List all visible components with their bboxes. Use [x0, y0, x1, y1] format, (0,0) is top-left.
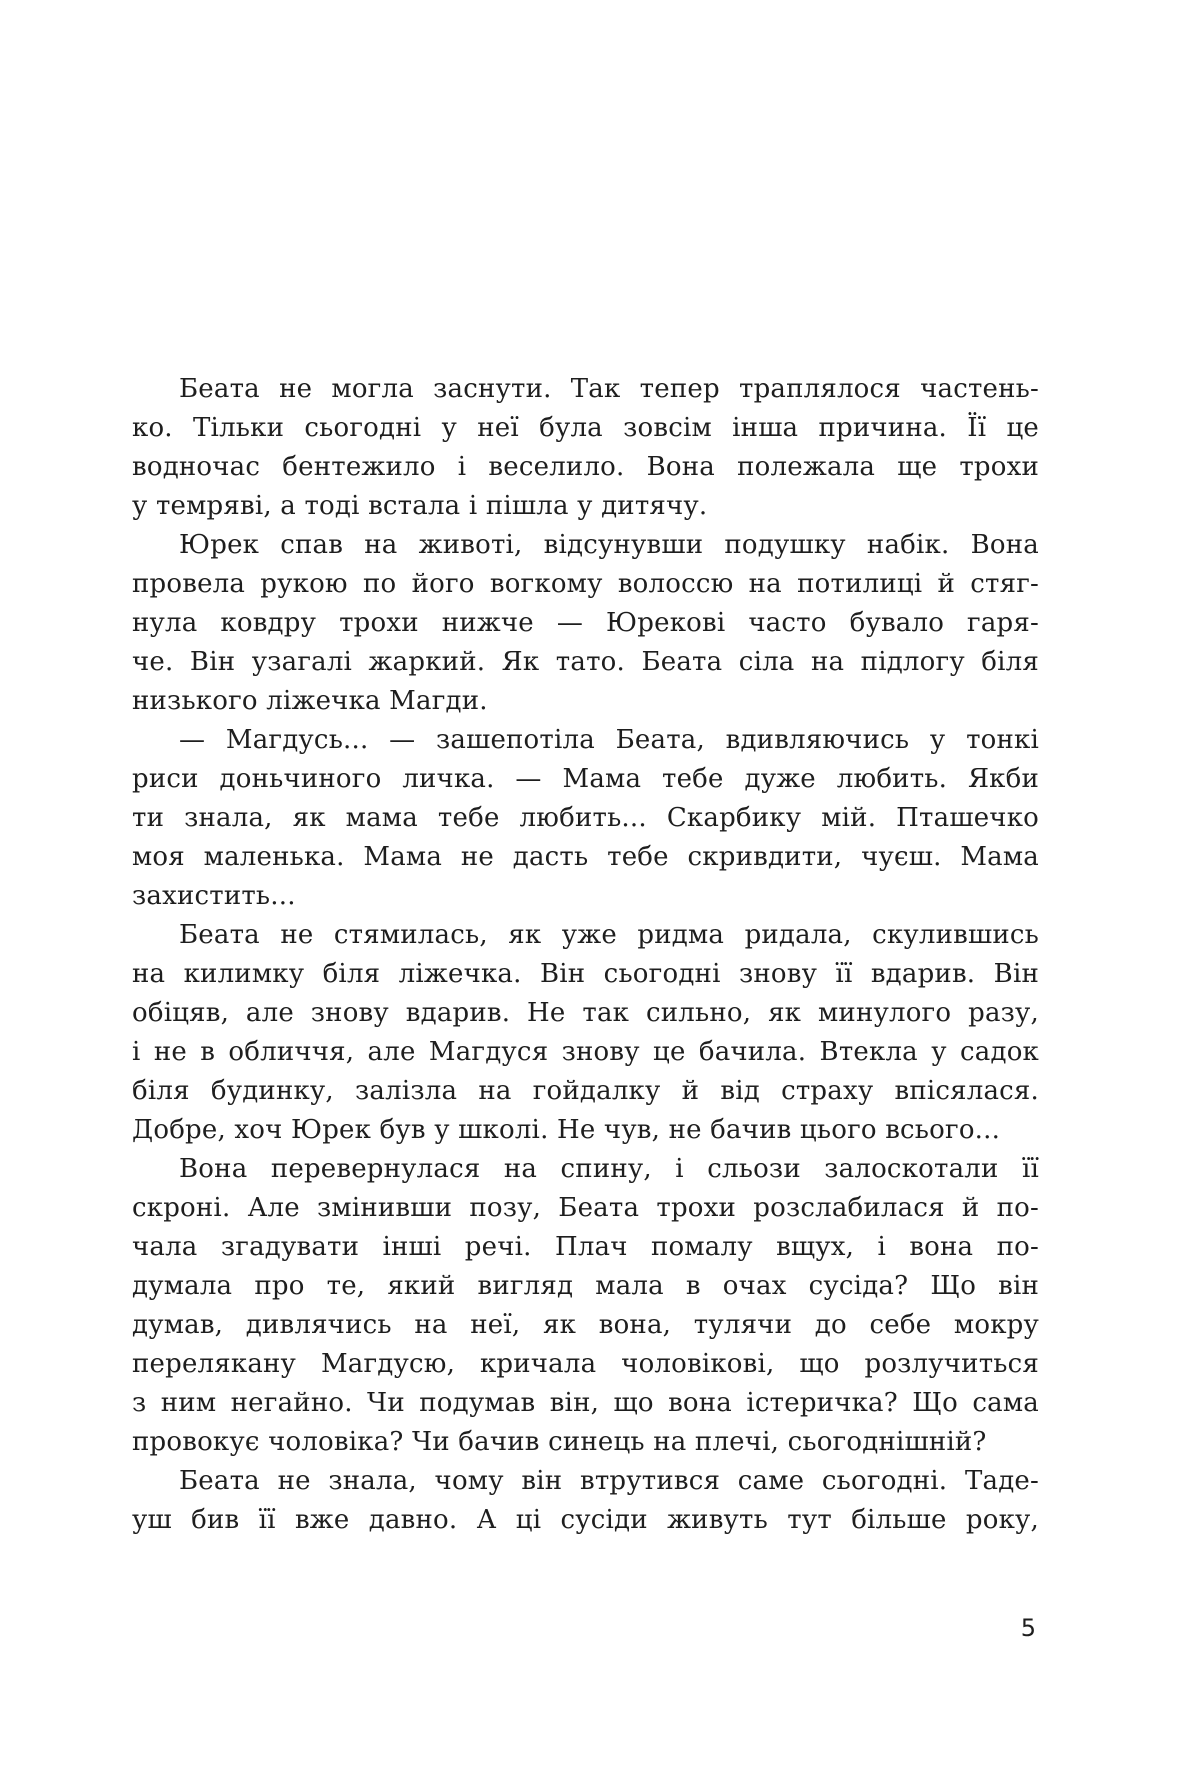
text-line: Беата не стямилась, як уже ридма ридала, скулившись [179, 920, 1039, 950]
text-line: — Магдусь... — зашепотіла Беата, вдивляючись у тонкі [179, 725, 1039, 755]
text-line: ко. Тільки сьогодні у неї була зовсім інша причина. Її це [132, 413, 1039, 443]
text-line: провокує чоловіка? Чи бачив синець на плечі, сьогоднішній? [132, 1427, 987, 1457]
text-line: перелякану Магдусю, кричала чоловікові, що розлучиться [132, 1349, 1039, 1379]
text-line: чала згадувати інші речі. Плач помалу вщух, і вона по- [132, 1232, 1039, 1262]
text-line: Вона перевернулася на спину, і сльози залоскотали її [179, 1154, 1039, 1184]
text-line: у темряві, а тоді встала і пішла у дитячу. [132, 491, 708, 521]
page-number: 5 [1020, 1614, 1036, 1642]
text-line: думала про те, який вигляд мала в очах сусіда? Що він [132, 1271, 1039, 1301]
text-line: Беата не знала, чому він втрутився саме сьогодні. Таде- [179, 1466, 1039, 1496]
text-line: Беата не могла заснути. Так тепер траплялося частень- [179, 374, 1039, 404]
text-line: ти знала, як мама тебе любить... Скарбику мій. Пташечко [132, 803, 1039, 833]
text-line: біля будинку, залізла на гойдалку й від страху впісялася. [132, 1076, 1039, 1106]
text-line: че. Він узагалі жаркий. Як тато. Беата сіла на підлогу біля [132, 647, 1039, 677]
text-line: провела рукою по його вогкому волоссю на потилиці й стяг- [132, 569, 1039, 599]
text-line: Юрек спав на животі, відсунувши подушку набік. Вона [179, 530, 1039, 560]
text-line: на килимку біля ліжечка. Він сьогодні знову її вдарив. Він [132, 959, 1039, 989]
text-line: моя маленька. Мама не дасть тебе скривдити, чуєш. Мама [132, 842, 1039, 872]
text-line: обіцяв, але знову вдарив. Не так сильно, як минулого разу, [132, 998, 1039, 1028]
text-line: Добре, хоч Юрек був у школі. Не чув, не бачив цього всього... [132, 1115, 1001, 1145]
text-line: нула ковдру трохи нижче — Юрекові часто бувало гаря- [132, 608, 1039, 638]
text-line: захистить... [132, 881, 296, 911]
text-line: низького ліжечка Магди. [132, 686, 488, 716]
text-line: скроні. Але змінивши позу, Беата трохи розслабилася й по- [132, 1193, 1039, 1223]
text-line: і не в обличчя, але Магдуся знову це бачила. Втекла у садок [132, 1037, 1039, 1067]
body-text [132, 370, 1039, 1540]
text-line: з ним негайно. Чи подумав він, що вона істеричка? Що сама [132, 1388, 1039, 1418]
text-line: уш бив її вже давно. А ці сусіди живуть тут більше року, [132, 1505, 1039, 1535]
text-line: думав, дивлячись на неї, як вона, тулячи до себе мокру [132, 1310, 1039, 1340]
text-line: водночас бентежило і веселило. Вона полежала ще трохи [132, 452, 1039, 482]
text-line: риси доньчиного личка. — Мама тебе дуже любить. Якби [132, 764, 1039, 794]
